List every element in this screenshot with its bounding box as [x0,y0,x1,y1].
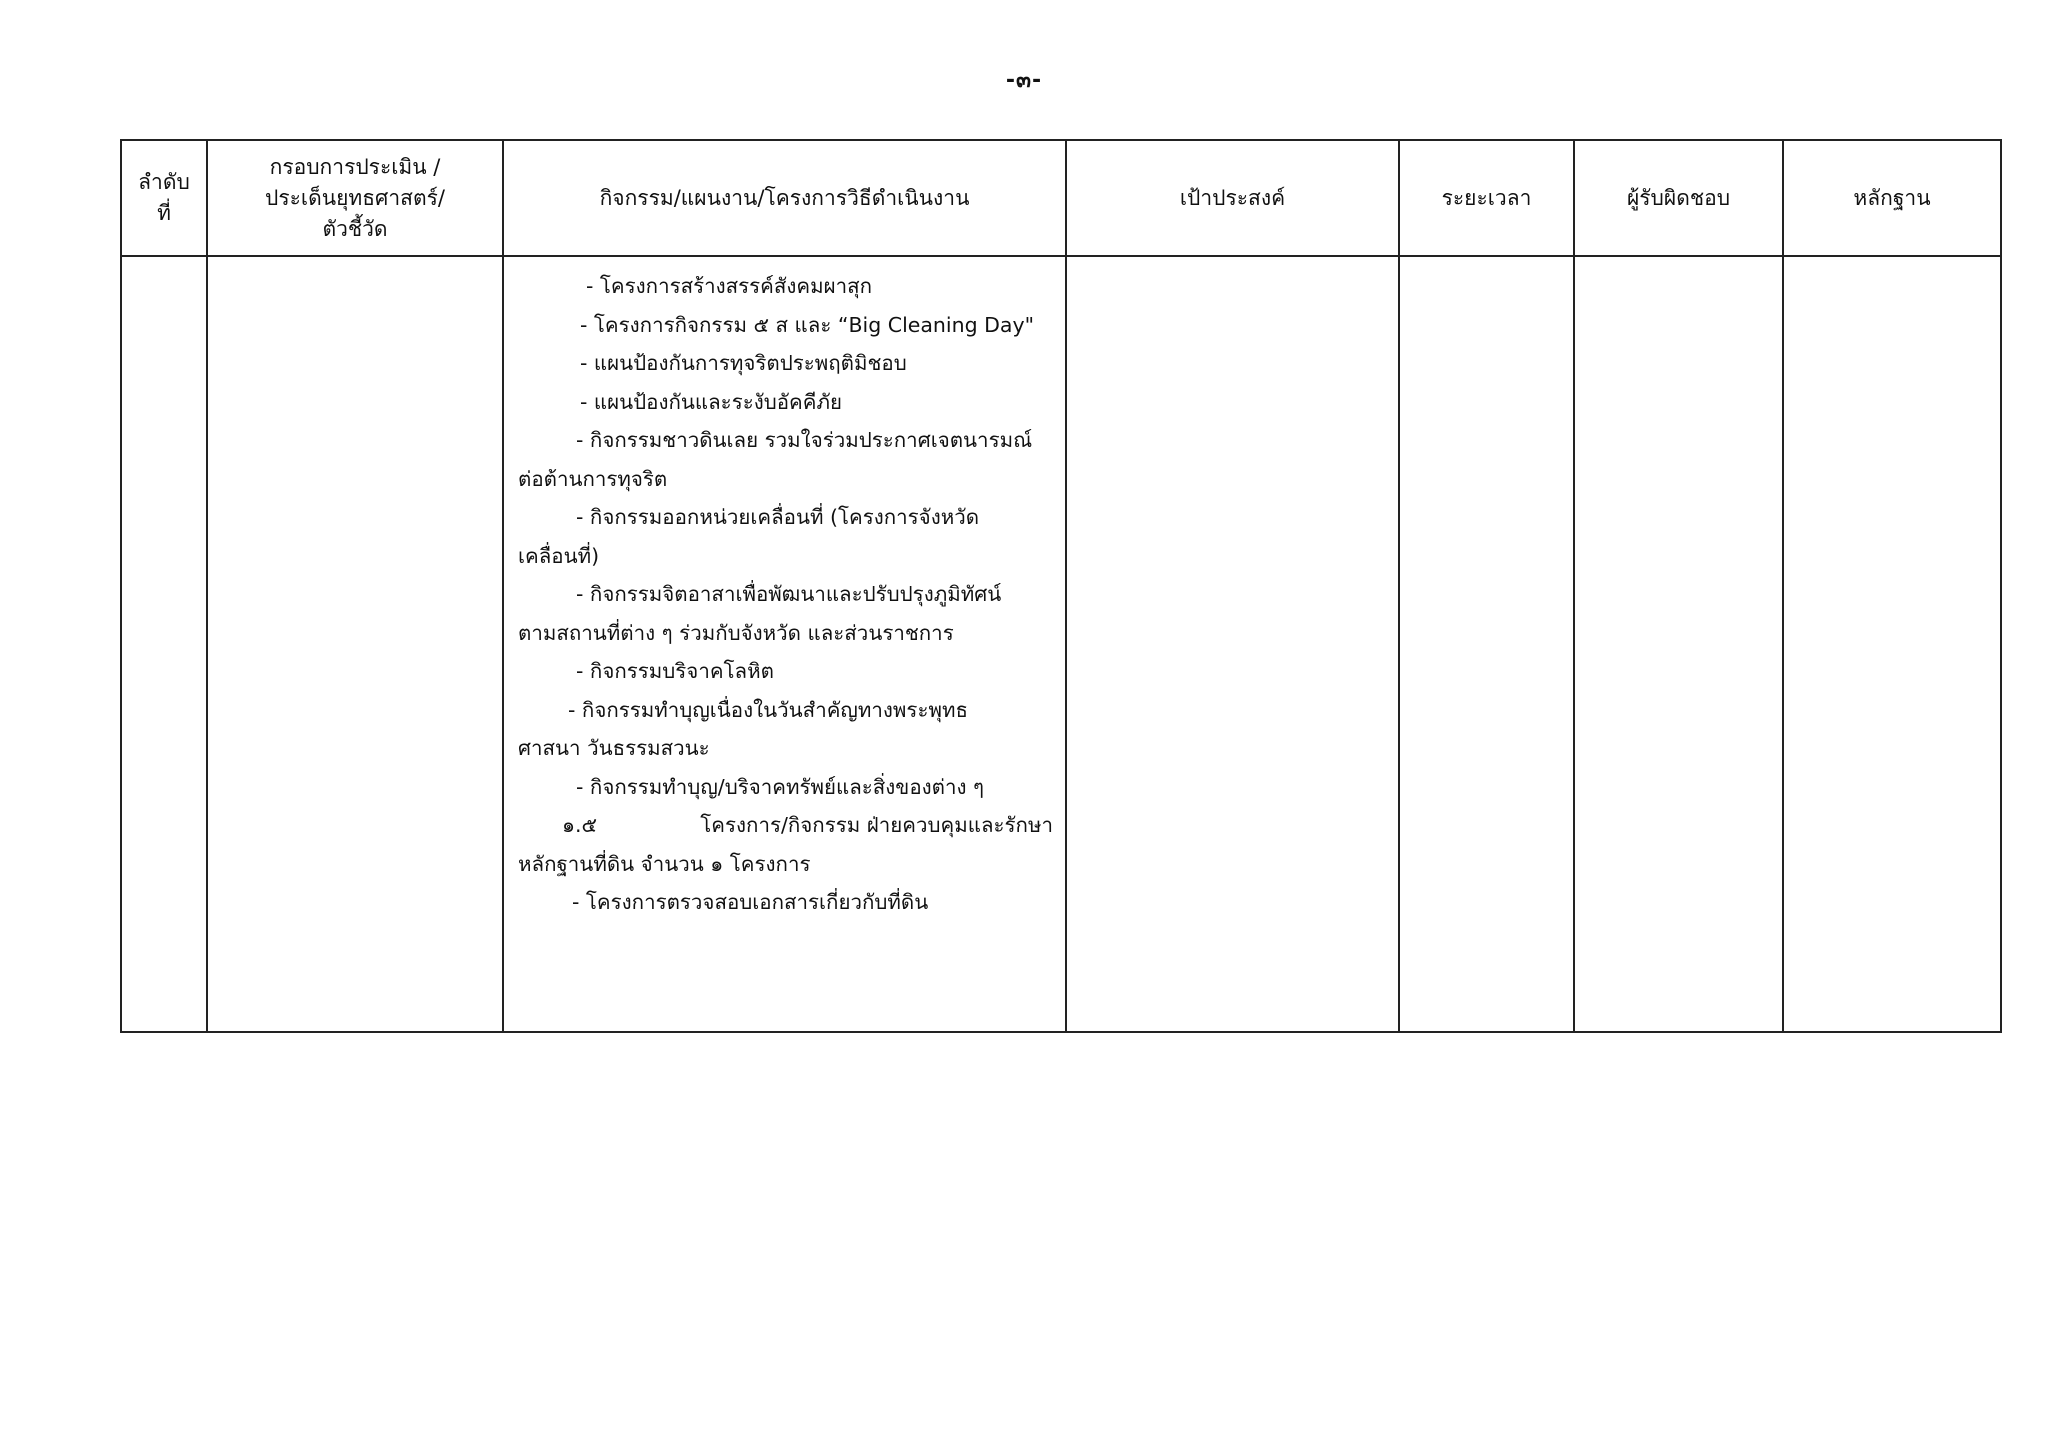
cell-objective [1066,256,1399,1032]
activity-line: - โครงการตรวจสอบเอกสารเกี่ยวกับที่ดิน [572,890,929,914]
header-framework-line3: ตัวชี้วัด [322,216,388,241]
header-activities: กิจกรรม/แผนงาน/โครงการวิธีดำเนินงาน [503,140,1066,256]
header-assessment-framework [207,140,503,256]
activity-line-item-1-5 [518,806,1053,845]
activity-line: - โครงการสร้างสรรค์สังคมผาสุก [586,274,873,298]
activity-line: - กิจกรรมชาวดินเลย รวมใจร่วมประกาศเจตนารมณ์ [576,428,1033,452]
activity-line: - กิจกรรมบริจาคโลหิต [576,659,774,683]
header-sequence-line1: ลำดับ [138,170,190,194]
activity-line: ตามสถานที่ต่าง ๆ ร่วมกับจังหวัด และส่วนราชการ [518,620,954,645]
activity-line: - แผนป้องกันการทุจริตประพฤติมิชอบ [580,351,907,375]
activity-line: หลักฐานที่ดิน จำนวน ๑ โครงการ [518,851,811,876]
header-sequence [121,140,207,256]
cell-responsible [1574,256,1783,1032]
header-responsible: ผู้รับผิดชอบ [1574,140,1783,256]
cell-evidence [1783,256,2001,1032]
header-duration: ระยะเวลา [1399,140,1574,256]
cell-sequence [121,256,207,1032]
header-objective: เป้าประสงค์ [1066,140,1399,256]
activity-line: - แผนป้องกันและระงับอัคคีภัย [580,389,843,414]
activity-line: ศาสนา วันธรรมสวนะ [518,736,710,760]
table-header-row [121,140,2001,256]
header-sequence-line2: ที่ [157,201,171,225]
activity-line: - กิจกรรมทำบุญ/บริจาคทรัพย์และสิ่งของต่าง ๆ [576,774,985,799]
activity-line: - กิจกรรมทำบุญเนื่องในวันสำคัญทางพระพุทธ [568,697,968,722]
activity-line: - กิจกรรมจิตอาสาเพื่อพัฒนาและปรับปรุงภูมิทัศน์ [576,582,1002,606]
cell-duration [1399,256,1574,1032]
activity-line: ต่อต้านการทุจริต [518,466,668,491]
cell-activities [503,256,1066,1032]
table-row [121,256,2001,1032]
page-number: -๓- [1005,68,1043,93]
activity-plan-table [120,139,2002,1033]
cell-assessment-framework [207,256,503,1032]
activity-line: - กิจกรรมออกหน่วยเคลื่อนที่ (โครงการจังหวัด [576,505,980,529]
header-framework-line1: กรอบการประเมิน / [269,154,441,179]
header-evidence: หลักฐาน [1783,140,2001,256]
item-number: ๑.๕ [562,813,598,837]
activity-line: เคลื่อนที่) [518,543,600,568]
item-text: โครงการ/กิจกรรม ฝ่ายควบคุมและรักษา [700,813,1053,837]
activity-line: - โครงการกิจกรรม ๕ ส และ “Big Cleaning Day" [580,312,1035,337]
header-framework-line2: ประเด็นยุทธศาสตร์/ [265,185,445,210]
